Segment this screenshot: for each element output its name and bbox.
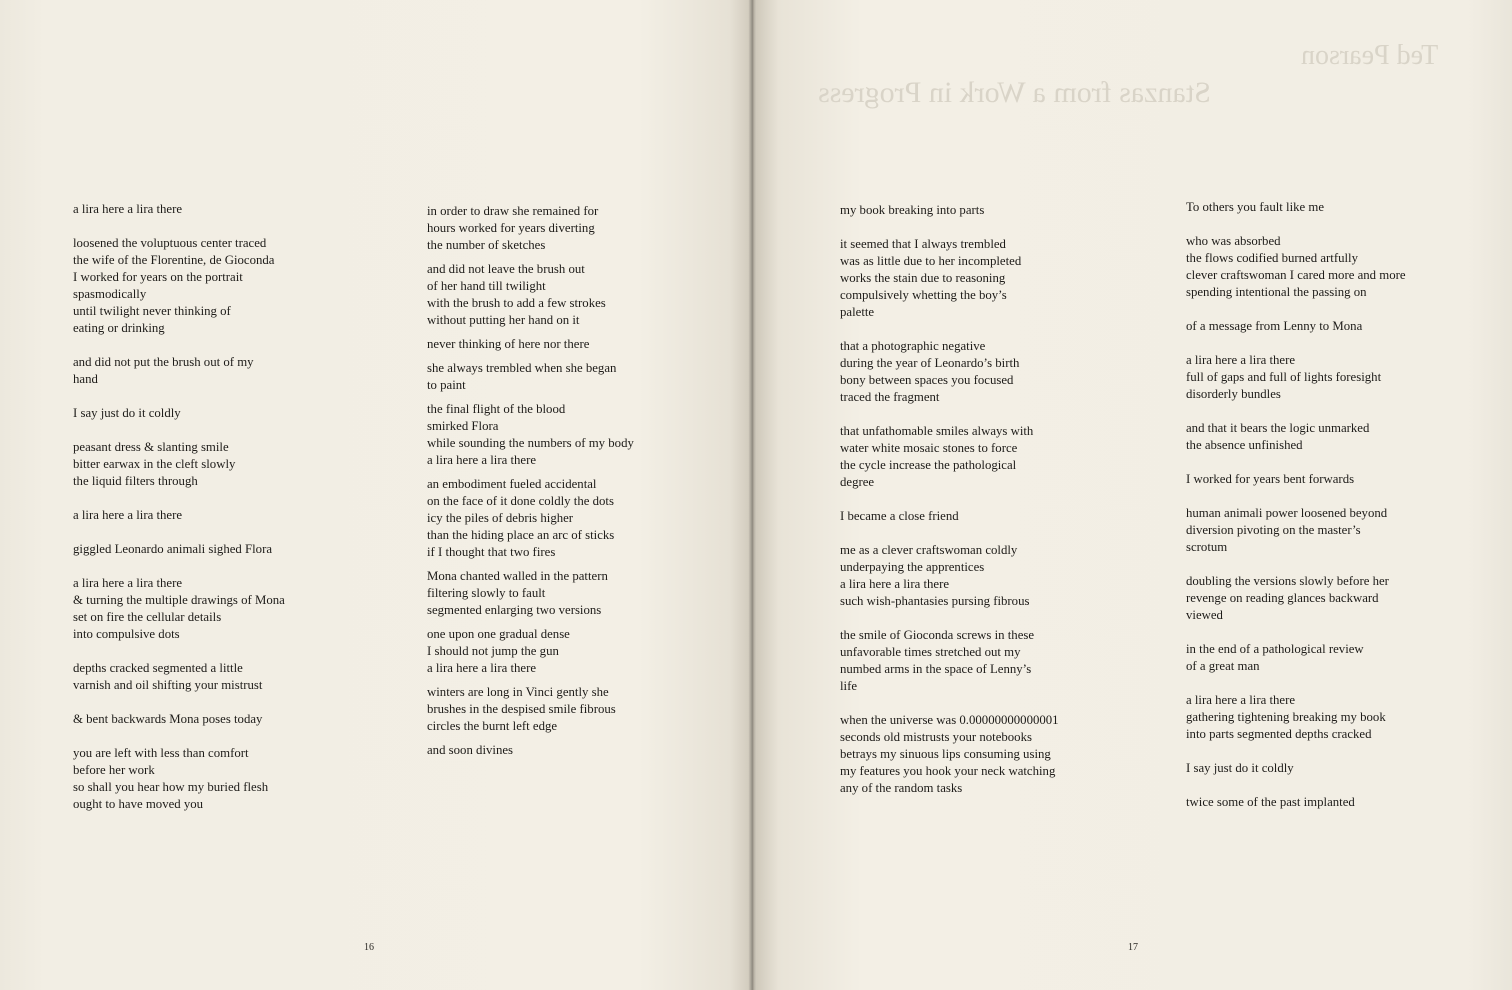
poem-line: peasant dress & slanting smile: [73, 440, 229, 454]
show-through-author: Ted Pearson: [1301, 40, 1439, 71]
poem-line: an embodiment fueled accidental: [427, 477, 597, 491]
poem-line: works the stain due to reasoning: [840, 271, 1006, 285]
poem-line: the cycle increase the pathological: [840, 458, 1017, 472]
poem-line: she always trembled when she began: [427, 361, 617, 375]
poem-line: that unfathomable smiles always with: [840, 424, 1034, 438]
poem-line: I worked for years bent forwards: [1186, 472, 1355, 486]
left-column-1: [73, 201, 285, 830]
poem-line: numbed arms in the space of Lenny’s: [840, 662, 1032, 676]
stanza: [427, 336, 634, 353]
poem-line: betrays my sinuous lips consuming using: [840, 747, 1051, 761]
poem-line: into compulsive dots: [73, 627, 180, 641]
stanza: [73, 439, 285, 490]
poem-line: of a message from Lenny to Mona: [1186, 319, 1363, 333]
stanza: [73, 660, 285, 694]
poem-line: bitter earwax in the cleft slowly: [73, 457, 236, 471]
poem-line: clever craftswoman I cared more and more: [1186, 268, 1406, 282]
poem-line: I say just do it coldly: [73, 406, 181, 420]
stanza: [840, 712, 1059, 797]
poem-line: who was absorbed: [1186, 234, 1281, 248]
stanza: [73, 575, 285, 643]
stanza: [1186, 505, 1406, 556]
page-number-left: 16: [364, 942, 374, 953]
show-through-title: Stanzas from a Work in Progress: [818, 76, 1211, 109]
poem-line: you are left with less than comfort: [73, 746, 249, 760]
poem-line: scrotum: [1186, 540, 1228, 554]
poem-line: of a great man: [1186, 659, 1260, 673]
right-column-1: [840, 202, 1059, 814]
stanza: [73, 235, 285, 337]
stanza: [427, 626, 634, 677]
poem-line: and soon divines: [427, 743, 514, 757]
stanza: [1186, 692, 1406, 743]
poem-line: a lira here a lira there: [1186, 693, 1296, 707]
poem-line: of her hand till twilight: [427, 279, 546, 293]
poem-line: such wish-phantasies pursing fibrous: [840, 594, 1030, 608]
poem-line: in the end of a pathological review: [1186, 642, 1364, 656]
stanza: [73, 745, 285, 813]
poem-line: on the face of it done coldly the dots: [427, 494, 614, 508]
poem-line: a lira here a lira there: [73, 508, 183, 522]
poem-line: with the brush to add a few strokes: [427, 296, 606, 310]
poem-line: spending intentional the passing on: [1186, 285, 1367, 299]
page-number-right: 17: [1128, 942, 1138, 953]
poem-line: me as a clever craftswoman coldly: [840, 543, 1018, 557]
poem-line: segmented enlarging two versions: [427, 603, 602, 617]
poem-line: unfavorable times stretched out my: [840, 645, 1021, 659]
poem-line: doubling the versions slowly before her: [1186, 574, 1389, 588]
poem-line: traced the fragment: [840, 390, 940, 404]
right-page: [756, 0, 1512, 990]
stanza: [427, 360, 634, 394]
poem-line: and that it bears the logic unmarked: [1186, 421, 1370, 435]
poem-line: the smile of Gioconda screws in these: [840, 628, 1035, 642]
poem-line: loosened the voluptuous center traced: [73, 236, 267, 250]
poem-line: viewed: [1186, 608, 1223, 622]
poem-line: spasmodically: [73, 287, 147, 301]
poem-line: hours worked for years diverting: [427, 221, 595, 235]
stanza: [840, 236, 1059, 321]
poem-line: and did not put the brush out of my: [73, 355, 254, 369]
poem-line: that a photographic negative: [840, 339, 986, 353]
stanza: [840, 423, 1059, 491]
poem-line: a lira here a lira there: [427, 453, 537, 467]
poem-line: I worked for years on the portrait: [73, 270, 243, 284]
poem-line: before her work: [73, 763, 155, 777]
poem-line: I say just do it coldly: [1186, 761, 1294, 775]
right-column-2: [1186, 199, 1406, 828]
stanza: [427, 261, 634, 329]
poem-line: it seemed that I always trembled: [840, 237, 1006, 251]
poem-line: diversion pivoting on the master’s: [1186, 523, 1361, 537]
poem-line: set on fire the cellular details: [73, 610, 222, 624]
poem-line: life: [840, 679, 858, 693]
poem-line: the liquid filters through: [73, 474, 198, 488]
poem-line: while sounding the numbers of my body: [427, 436, 634, 450]
stanza: [1186, 641, 1406, 675]
poem-line: the wife of the Florentine, de Gioconda: [73, 253, 275, 267]
poem-line: filtering slowly to fault: [427, 586, 546, 600]
stanza: [427, 568, 634, 619]
stanza: [1186, 199, 1406, 216]
poem-line: full of gaps and full of lights foresight: [1186, 370, 1382, 384]
poem-line: a lira here a lira there: [427, 661, 537, 675]
poem-line: until twilight never thinking of: [73, 304, 231, 318]
poem-line: a lira here a lira there: [840, 577, 950, 591]
stanza: [840, 338, 1059, 406]
poem-line: one upon one gradual dense: [427, 627, 570, 641]
poem-line: brushes in the despised smile fibrous: [427, 702, 616, 716]
poem-line: a lira here a lira there: [73, 202, 183, 216]
stanza: [1186, 794, 1406, 811]
poem-line: winters are long in Vinci gently she: [427, 685, 609, 699]
poem-line: & turning the multiple drawings of Mona: [73, 593, 285, 607]
stanza: [73, 507, 285, 524]
poem-line: was as little due to her incompleted: [840, 254, 1022, 268]
poem-line: & bent backwards Mona poses today: [73, 712, 263, 726]
stanza: [840, 627, 1059, 695]
stanza: [1186, 573, 1406, 624]
poem-line: the number of sketches: [427, 238, 546, 252]
poem-line: and did not leave the brush out: [427, 262, 585, 276]
poem-line: Mona chanted walled in the pattern: [427, 569, 608, 583]
poem-line: during the year of Leonardo’s birth: [840, 356, 1020, 370]
poem-line: the final flight of the blood: [427, 402, 566, 416]
stanza: [427, 203, 634, 254]
poem-line: twice some of the past implanted: [1186, 795, 1355, 809]
stanza: [73, 354, 285, 388]
stanza: [73, 541, 285, 558]
stanza: [840, 542, 1059, 610]
poem-line: the flows codified burned artfully: [1186, 251, 1358, 265]
poem-line: gathering tightening breaking my book: [1186, 710, 1386, 724]
poem-line: compulsively whetting the boy’s: [840, 288, 1007, 302]
poem-line: depths cracked segmented a little: [73, 661, 243, 675]
poem-line: if I thought that two fires: [427, 545, 556, 559]
poem-line: hand: [73, 372, 98, 386]
left-column-2: [427, 203, 634, 766]
poem-line: I became a close friend: [840, 509, 959, 523]
poem-line: so shall you hear how my buried flesh: [73, 780, 269, 794]
stanza: [1186, 471, 1406, 488]
stanza: [427, 401, 634, 469]
poem-line: water white mosaic stones to force: [840, 441, 1018, 455]
poem-line: into parts segmented depths cracked: [1186, 727, 1372, 741]
stanza: [840, 508, 1059, 525]
poem-line: varnish and oil shifting your mistrust: [73, 678, 263, 692]
poem-line: a lira here a lira there: [1186, 353, 1296, 367]
stanza: [427, 742, 634, 759]
poem-line: giggled Leonardo animali sighed Flora: [73, 542, 273, 556]
poem-line: revenge on reading glances backward: [1186, 591, 1379, 605]
poem-line: underpaying the apprentices: [840, 560, 985, 574]
poem-line: never thinking of here nor there: [427, 337, 590, 351]
poem-line: to paint: [427, 378, 466, 392]
poem-line: eating or drinking: [73, 321, 165, 335]
poem-line: without putting her hand on it: [427, 313, 580, 327]
stanza: [73, 201, 285, 218]
stanza: [1186, 318, 1406, 335]
stanza: [73, 711, 285, 728]
stanza: [1186, 352, 1406, 403]
poem-line: icy the piles of debris higher: [427, 511, 574, 525]
poem-line: bony between spaces you focused: [840, 373, 1014, 387]
poem-line: when the universe was 0.00000000000001: [840, 713, 1059, 727]
poem-line: human animali power loosened beyond: [1186, 506, 1388, 520]
poem-line: palette: [840, 305, 875, 319]
stanza: [427, 476, 634, 561]
poem-line: my features you hook your neck watching: [840, 764, 1056, 778]
stanza: [1186, 420, 1406, 454]
poem-line: than the hiding place an arc of sticks: [427, 528, 615, 542]
poem-line: a lira here a lira there: [73, 576, 183, 590]
poem-line: in order to draw she remained for: [427, 204, 599, 218]
stanza: [1186, 760, 1406, 777]
poem-line: To others you fault like me: [1186, 200, 1325, 214]
poem-line: smirked Flora: [427, 419, 499, 433]
poem-line: I should not jump the gun: [427, 644, 559, 658]
poem-line: disorderly bundles: [1186, 387, 1281, 401]
poem-line: any of the random tasks: [840, 781, 963, 795]
stanza: [427, 684, 634, 735]
poem-line: my book breaking into parts: [840, 203, 985, 217]
stanza: [1186, 233, 1406, 301]
poem-line: degree: [840, 475, 875, 489]
left-page: [0, 0, 752, 990]
stanza: [73, 405, 285, 422]
poem-line: ought to have moved you: [73, 797, 204, 811]
stanza: [840, 202, 1059, 219]
poem-line: seconds old mistrusts your notebooks: [840, 730, 1032, 744]
poem-line: circles the burnt left edge: [427, 719, 558, 733]
poem-line: the absence unfinished: [1186, 438, 1303, 452]
